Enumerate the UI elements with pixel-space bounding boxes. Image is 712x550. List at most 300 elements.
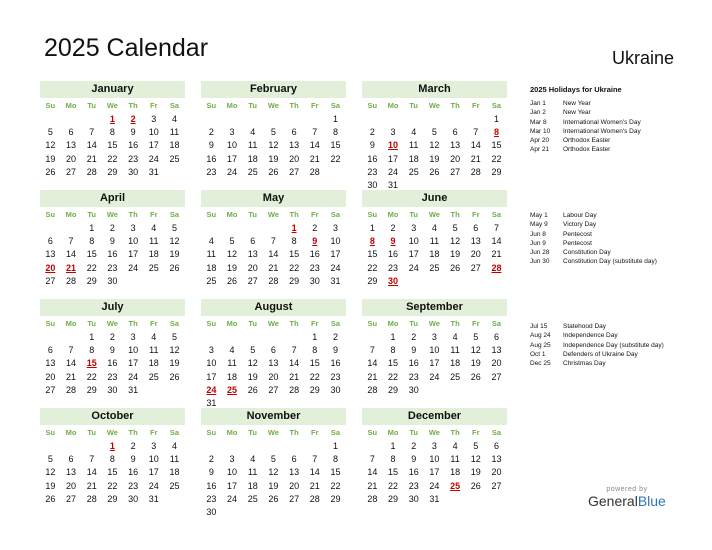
- weekday-label: We: [428, 210, 440, 219]
- day: 10: [227, 140, 238, 151]
- day: 25: [169, 480, 180, 491]
- day: 25: [408, 166, 419, 177]
- holiday-row: [530, 341, 664, 350]
- day: 29: [86, 275, 97, 286]
- empty-day: [445, 113, 466, 126]
- empty-day: [222, 113, 243, 126]
- weekday-label: Sa: [330, 319, 341, 328]
- day: 29: [367, 275, 378, 286]
- day: 6: [452, 127, 458, 138]
- holiday-row: [530, 127, 641, 136]
- month-august: [201, 299, 346, 410]
- holiday-group: [530, 211, 657, 267]
- weekday-label: Sa: [169, 428, 180, 437]
- holiday-row: [530, 136, 641, 145]
- holiday-day: 28: [491, 262, 502, 273]
- powered-by-label: powered by: [606, 486, 648, 493]
- day: 18: [206, 262, 217, 273]
- day: 11: [149, 236, 159, 247]
- holiday-date: Jun 28: [530, 249, 550, 257]
- weekday-label: Th: [450, 428, 460, 437]
- day: 29: [107, 493, 118, 504]
- day: 28: [289, 384, 300, 395]
- holiday-day: 25: [450, 480, 461, 491]
- day: 17: [429, 358, 440, 369]
- day: 3: [229, 127, 235, 138]
- holiday-day: 1: [109, 114, 115, 124]
- day: 19: [247, 371, 258, 382]
- day: 1: [390, 441, 396, 451]
- day: 5: [452, 223, 458, 233]
- holiday-date: Mar 8: [530, 118, 547, 126]
- day: 22: [309, 371, 320, 382]
- day: 23: [206, 493, 217, 504]
- month-april: [40, 190, 185, 288]
- day: 3: [332, 223, 338, 233]
- weekday-label: Tu: [409, 210, 419, 219]
- weekday-label: Th: [450, 319, 460, 328]
- day-grid: [40, 440, 185, 506]
- holiday-date: May 9: [530, 221, 548, 229]
- weekday-label: Mo: [65, 101, 77, 110]
- day: 18: [429, 249, 440, 260]
- empty-day: [362, 113, 383, 126]
- day: 8: [332, 454, 338, 465]
- weekday-header: [362, 208, 507, 222]
- day: 14: [470, 140, 481, 151]
- day: 23: [388, 262, 399, 273]
- month-name: May: [201, 190, 346, 207]
- holiday-date: Aug 25: [530, 341, 551, 349]
- weekday-label: Fr: [472, 319, 480, 328]
- weekday-label: Sa: [491, 101, 502, 110]
- weekday-label: Su: [45, 428, 56, 437]
- day: 29: [107, 166, 118, 177]
- day: 1: [312, 332, 318, 342]
- weekday-label: Mo: [226, 210, 238, 219]
- month-february: [201, 81, 346, 179]
- day: 2: [411, 441, 417, 451]
- day: 13: [66, 467, 77, 478]
- empty-day: [40, 113, 61, 126]
- empty-day: [284, 440, 305, 453]
- day: 11: [450, 454, 460, 465]
- day: 24: [330, 262, 341, 273]
- day: 5: [473, 332, 479, 342]
- day: 5: [270, 127, 276, 138]
- day: 22: [491, 153, 502, 164]
- day: 16: [107, 249, 118, 260]
- weekday-label: Su: [367, 210, 378, 219]
- day: 10: [148, 454, 159, 465]
- day: 13: [66, 140, 77, 151]
- day: 21: [367, 371, 378, 382]
- day: 25: [247, 166, 258, 177]
- day: 17: [227, 153, 238, 164]
- day: 8: [291, 236, 297, 247]
- empty-day: [284, 113, 305, 126]
- weekday-label: Th: [450, 210, 460, 219]
- day: 16: [388, 249, 399, 260]
- day: 26: [450, 262, 461, 273]
- day: 19: [470, 358, 481, 369]
- day: 13: [268, 358, 279, 369]
- day: 22: [86, 371, 97, 382]
- day: 8: [109, 454, 115, 465]
- holiday-date: Apr 21: [530, 146, 550, 154]
- holiday-row: [530, 108, 641, 117]
- day: 22: [86, 262, 97, 273]
- day: 15: [330, 140, 341, 151]
- day: 22: [107, 153, 118, 164]
- day-grid: [362, 440, 507, 506]
- empty-day: [263, 113, 284, 126]
- day: 27: [289, 493, 300, 504]
- holiday-name: International Women's Day: [563, 127, 641, 135]
- empty-day: [362, 440, 383, 453]
- day: 3: [151, 441, 157, 451]
- month-name: August: [201, 299, 346, 316]
- holiday-date: Jun 30: [530, 258, 550, 266]
- day: 6: [68, 127, 74, 138]
- day: 20: [491, 358, 502, 369]
- holiday-name: Statehood Day: [563, 323, 607, 330]
- day: 12: [227, 249, 238, 260]
- day: 7: [369, 454, 375, 465]
- holiday-day: 30: [388, 275, 399, 286]
- weekday-label: We: [428, 319, 440, 328]
- day: 3: [151, 114, 157, 124]
- day: 10: [429, 454, 440, 465]
- day: 16: [330, 358, 341, 369]
- day: 28: [66, 275, 77, 286]
- day: 21: [66, 371, 77, 382]
- holiday-row: [530, 99, 641, 108]
- day: 26: [429, 166, 440, 177]
- day: 15: [309, 358, 320, 369]
- weekday-header: [362, 99, 507, 113]
- day: 29: [388, 384, 399, 395]
- day: 17: [429, 467, 440, 478]
- day: 7: [89, 127, 95, 138]
- month-september: [362, 299, 507, 397]
- day: 13: [247, 249, 258, 260]
- day: 10: [128, 236, 139, 247]
- holiday-row: [530, 239, 657, 248]
- weekday-header: [362, 317, 507, 331]
- holiday-name: Pentecost: [563, 239, 592, 247]
- day: 22: [289, 262, 300, 273]
- day: 3: [390, 127, 396, 138]
- day: 8: [390, 345, 396, 356]
- holiday-day: 1: [109, 441, 115, 451]
- day: 30: [330, 384, 341, 395]
- day-grid: [201, 113, 346, 179]
- weekday-label: We: [106, 319, 118, 328]
- day: 7: [493, 223, 499, 233]
- day: 17: [148, 467, 159, 478]
- day: 20: [268, 371, 279, 382]
- empty-day: [40, 331, 61, 344]
- weekday-label: We: [267, 428, 279, 437]
- day: 3: [431, 332, 437, 342]
- day: 20: [66, 480, 77, 491]
- weekday-label: Sa: [491, 210, 502, 219]
- day: 9: [208, 467, 214, 478]
- day: 3: [431, 441, 437, 451]
- day: 29: [86, 384, 97, 395]
- day: 4: [431, 223, 437, 233]
- weekday-label: Th: [128, 101, 138, 110]
- holiday-row: [530, 118, 641, 127]
- day: 11: [169, 127, 180, 138]
- day: 6: [493, 441, 499, 451]
- holiday-day: 8: [493, 127, 499, 138]
- day: 11: [429, 236, 440, 247]
- holiday-name: Christmas Day: [563, 360, 606, 368]
- day: 21: [309, 480, 320, 491]
- day: 14: [491, 236, 502, 247]
- day: 4: [411, 127, 417, 138]
- day: 27: [45, 275, 56, 286]
- holiday-row: [530, 145, 641, 154]
- day: 4: [151, 223, 157, 233]
- day: 20: [66, 153, 77, 164]
- weekday-label: Fr: [311, 210, 319, 219]
- holiday-name: New Year: [563, 100, 591, 107]
- day: 5: [171, 332, 177, 342]
- day: 6: [291, 127, 297, 138]
- day: 24: [128, 262, 139, 273]
- day: 27: [491, 480, 502, 491]
- day: 15: [289, 249, 300, 260]
- day: 25: [247, 493, 258, 504]
- weekday-label: Mo: [387, 319, 399, 328]
- weekday-label: Fr: [472, 101, 480, 110]
- day: 28: [86, 493, 97, 504]
- weekday-label: We: [267, 101, 279, 110]
- weekday-label: Su: [367, 319, 378, 328]
- weekday-label: Fr: [150, 101, 158, 110]
- day: 29: [330, 493, 341, 504]
- day: 7: [312, 127, 318, 138]
- day: 1: [390, 332, 396, 342]
- day: 8: [89, 236, 95, 247]
- day: 14: [309, 140, 320, 151]
- holiday-name: International Women's Day: [563, 118, 641, 126]
- empty-day: [242, 113, 263, 126]
- day: 29: [491, 166, 502, 177]
- day: 26: [45, 166, 56, 177]
- day: 17: [227, 480, 238, 491]
- day: 28: [367, 384, 378, 395]
- day: 18: [247, 480, 258, 491]
- empty-day: [263, 222, 284, 235]
- day: 5: [431, 127, 437, 138]
- day: 16: [128, 140, 139, 151]
- day: 11: [149, 345, 159, 356]
- day: 12: [45, 140, 56, 151]
- day: 3: [130, 223, 136, 233]
- day: 15: [388, 467, 399, 478]
- day: 17: [128, 249, 139, 260]
- day: 10: [330, 236, 341, 247]
- weekday-label: Th: [289, 319, 299, 328]
- weekday-label: Sa: [491, 319, 502, 328]
- weekday-label: Fr: [150, 210, 158, 219]
- day: 26: [268, 166, 279, 177]
- day: 26: [470, 371, 481, 382]
- holiday-name: Independence Day (substitute day): [563, 341, 664, 349]
- day: 11: [169, 454, 180, 465]
- weekday-label: Th: [289, 210, 299, 219]
- day: 18: [227, 371, 238, 382]
- weekday-label: We: [106, 210, 118, 219]
- day: 15: [330, 467, 341, 478]
- day: 1: [332, 441, 338, 451]
- empty-day: [242, 440, 263, 453]
- day: 1: [493, 114, 499, 124]
- day: 21: [268, 262, 279, 273]
- weekday-label: Su: [206, 319, 217, 328]
- day-grid: [40, 331, 185, 397]
- day: 1: [369, 223, 375, 233]
- day: 11: [409, 140, 419, 151]
- holiday-day: 24: [206, 384, 217, 395]
- day-grid: [201, 331, 346, 410]
- day-grid: [201, 222, 346, 288]
- day: 23: [309, 262, 320, 273]
- day: 27: [247, 275, 258, 286]
- month-january: [40, 81, 185, 179]
- empty-day: [222, 222, 243, 235]
- day: 26: [268, 493, 279, 504]
- empty-day: [61, 222, 82, 235]
- day: 16: [309, 249, 320, 260]
- holiday-row: [530, 211, 657, 220]
- day: 24: [429, 371, 440, 382]
- empty-day: [424, 113, 445, 126]
- day: 19: [169, 249, 180, 260]
- day: 21: [470, 153, 481, 164]
- empty-day: [81, 113, 102, 126]
- day: 19: [450, 249, 461, 260]
- day: 25: [169, 153, 180, 164]
- day: 11: [206, 249, 217, 260]
- day: 5: [171, 223, 177, 233]
- country-label: Ukraine: [612, 48, 675, 68]
- day: 17: [128, 358, 139, 369]
- day: 24: [148, 480, 159, 491]
- empty-day: [201, 331, 222, 344]
- day: 8: [89, 345, 95, 356]
- day: 5: [47, 127, 53, 138]
- day: 1: [89, 332, 95, 342]
- day: 27: [289, 166, 300, 177]
- day: 5: [229, 236, 235, 247]
- day: 17: [388, 153, 399, 164]
- day: 5: [473, 441, 479, 451]
- day: 2: [208, 454, 214, 465]
- day: 27: [268, 384, 279, 395]
- weekday-label: Su: [45, 319, 56, 328]
- month-name: November: [201, 408, 346, 425]
- weekday-label: Tu: [248, 319, 258, 328]
- holiday-day: 21: [66, 262, 77, 273]
- weekday-label: Mo: [226, 428, 238, 437]
- day: 4: [229, 345, 235, 356]
- day: 7: [312, 454, 318, 465]
- day: 2: [411, 332, 417, 342]
- day: 10: [408, 236, 419, 247]
- day: 10: [148, 127, 159, 138]
- day: 19: [268, 480, 279, 491]
- day: 7: [89, 454, 95, 465]
- day: 6: [47, 345, 53, 356]
- holiday-day: 10: [388, 140, 399, 151]
- day: 7: [68, 236, 74, 247]
- weekday-label: Tu: [87, 101, 97, 110]
- day: 29: [289, 275, 300, 286]
- day: 24: [227, 166, 238, 177]
- day: 13: [491, 345, 502, 356]
- empty-day: [81, 440, 102, 453]
- day: 30: [107, 275, 118, 286]
- day: 17: [206, 371, 217, 382]
- day: 2: [312, 223, 318, 233]
- holiday-day: 9: [390, 236, 396, 247]
- weekday-label: Su: [206, 101, 217, 110]
- day: 14: [66, 249, 77, 260]
- weekday-label: Th: [289, 428, 299, 437]
- day: 12: [247, 358, 258, 369]
- holiday-name: Constitution Day (substitute day): [563, 258, 657, 266]
- day: 24: [227, 493, 238, 504]
- day: 25: [450, 371, 461, 382]
- day: 9: [411, 345, 417, 356]
- day: 16: [206, 480, 217, 491]
- holiday-date: Jun 8: [530, 230, 546, 238]
- empty-day: [263, 440, 284, 453]
- day: 24: [148, 153, 159, 164]
- month-name: March: [362, 81, 507, 98]
- day: 15: [107, 467, 118, 478]
- day: 3: [130, 332, 136, 342]
- day: 25: [148, 262, 159, 273]
- weekday-label: Th: [128, 319, 138, 328]
- weekday-label: Th: [450, 101, 460, 110]
- month-name: June: [362, 190, 507, 207]
- day: 25: [429, 262, 440, 273]
- weekday-label: Th: [128, 428, 138, 437]
- empty-day: [40, 440, 61, 453]
- weekday-label: We: [267, 210, 279, 219]
- day: 30: [309, 275, 320, 286]
- day: 14: [289, 358, 300, 369]
- day: 19: [227, 262, 238, 273]
- empty-day: [242, 331, 263, 344]
- empty-day: [222, 440, 243, 453]
- day: 21: [86, 153, 97, 164]
- empty-day: [61, 331, 82, 344]
- empty-day: [242, 222, 263, 235]
- day-grid: [201, 440, 346, 519]
- day: 24: [429, 480, 440, 491]
- weekday-label: Su: [367, 101, 378, 110]
- day: 16: [408, 358, 419, 369]
- day: 5: [270, 454, 276, 465]
- holiday-day: 1: [291, 223, 297, 233]
